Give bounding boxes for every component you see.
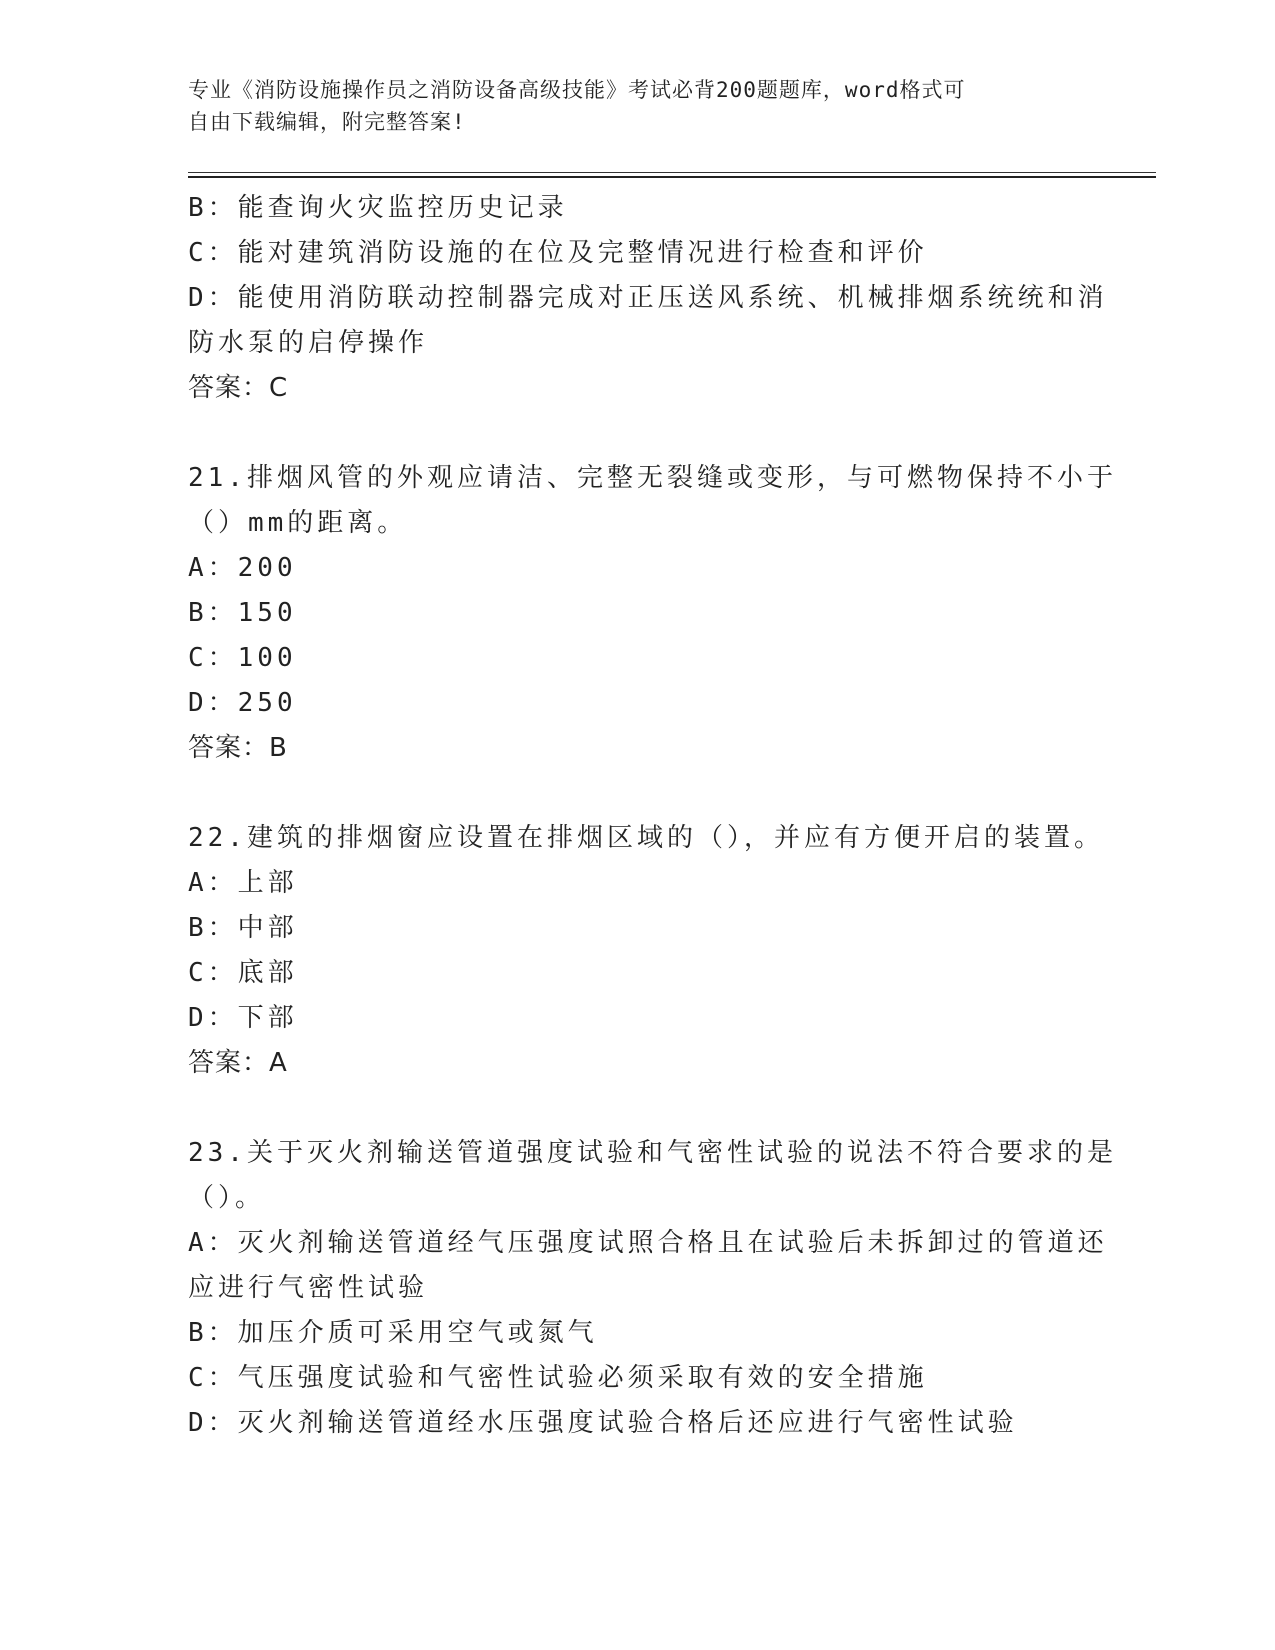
- q22-option-c: C：底部: [188, 958, 298, 988]
- q21-answer: 答案：B: [188, 733, 288, 763]
- header-divider-thin: [188, 172, 1156, 173]
- q23-stem-line-1: 23.关于灭火剂输送管道强度试验和气密性试验的说法不符合要求的是: [188, 1138, 1117, 1168]
- q21-option-a: A：200: [188, 553, 297, 583]
- q22-option-a: A：上部: [188, 868, 298, 898]
- header-divider-thick: [188, 176, 1156, 178]
- q23-option-d: D：灭火剂输送管道经水压强度试验合格后还应进行气密性试验: [188, 1408, 1018, 1438]
- q22-option-b: B：中部: [188, 913, 298, 943]
- q21-option-c: C：100: [188, 643, 297, 673]
- q23-option-b: B：加压介质可采用空气或氮气: [188, 1318, 598, 1348]
- q20-option-d-line-2: 防水泵的启停操作: [188, 328, 429, 358]
- q21-stem-line-2: （）mm的距离。: [188, 508, 408, 538]
- q20-option-d-line-1: D：能使用消防联动控制器完成对正压送风系统、机械排烟系统统和消: [188, 283, 1108, 313]
- q22-answer: 答案：A: [188, 1048, 288, 1078]
- q22-option-d: D：下部: [188, 1003, 298, 1033]
- q20-answer: 答案：C: [188, 373, 289, 403]
- q23-option-a-line-2: 应进行气密性试验: [188, 1273, 429, 1303]
- q23-option-c: C：气压强度试验和气密性试验必须采取有效的安全措施: [188, 1363, 928, 1393]
- q20-option-b: B：能查询火灾监控历史记录: [188, 193, 568, 223]
- q21-option-d: D：250: [188, 688, 297, 718]
- document-header: [188, 74, 1088, 138]
- q23-stem-line-2: （）。: [188, 1183, 266, 1213]
- q23-option-a-line-1: A：灭火剂输送管道经气压强度试照合格且在试验后未拆卸过的管道还: [188, 1228, 1108, 1258]
- header-line-2: 自由下载编辑，附完整答案!: [188, 110, 466, 134]
- q20-option-c: C：能对建筑消防设施的在位及完整情况进行检查和评价: [188, 238, 928, 268]
- header-line-1: 专业《消防设施操作员之消防设备高级技能》考试必背200题题库，word格式可: [188, 78, 966, 102]
- q21-stem-line-1: 21.排烟风管的外观应请洁、完整无裂缝或变形，与可燃物保持不小于: [188, 463, 1117, 493]
- q21-option-b: B：150: [188, 598, 297, 628]
- q22-stem: 22.建筑的排烟窗应设置在排烟区域的（），并应有方便开启的装置。: [188, 823, 1104, 853]
